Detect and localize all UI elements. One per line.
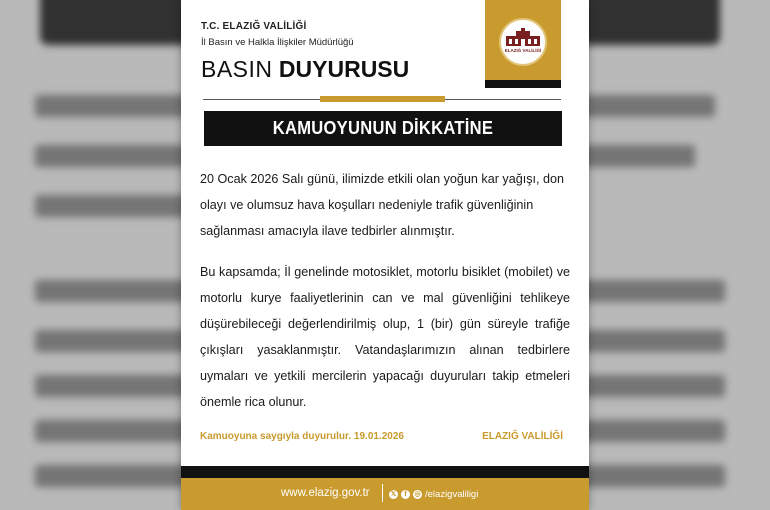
logo-text: ELAZIĞ VALİLİĞİ <box>504 48 542 53</box>
org-name: T.C. ELAZIĞ VALİLİĞİ <box>201 21 307 32</box>
instagram-icon[interactable]: ◎ <box>414 491 421 498</box>
title-light: BASIN <box>201 56 273 82</box>
signature: ELAZIĞ VALİLİĞİ <box>482 431 563 442</box>
building-icon <box>504 28 542 48</box>
title-bold: DUYURUSU <box>278 56 410 82</box>
org-department: İl Basın ve Halkla İlişkiler Müdürlüğü <box>201 37 354 48</box>
website-link[interactable]: www.elazig.gov.tr <box>281 487 370 499</box>
banner-text: KAMUOYUNUN DİKKATİNE <box>272 118 494 138</box>
footer-bar <box>181 478 589 510</box>
body-paragraph-1: 20 Ocak 2026 Salı günü, ilimizde etkili olan yoğun kar yağışı, don olayı ve olumsuz hava koşulları nedeniyle trafik güvenliğinin sağlanması amacıyla ilave tedbirler alınmıştır. <box>200 172 565 238</box>
logo-panel-bottom-stripe <box>485 80 561 88</box>
closing-note: Kamuoyuna saygıyla duyurulur. 19.01.2026 <box>200 431 404 442</box>
facebook-icon[interactable]: f <box>401 490 410 499</box>
social-handle[interactable]: /elazigvaliligi <box>425 489 479 500</box>
footer-black-stripe <box>181 466 589 478</box>
body-paragraph-2: Bu kapsamda; İl genelinde motosiklet, motorlu bisiklet (mobilet) ve motorlu kurye faaliyetlerinin can ve mal güvenliğini tehlikeye düşürebileceği değerlendirilmiş olup, 1 (bir) gün süreyle trafiğe çıkışları yasaklanmıştır. Vatandaşlarımızın alınan tedbirlere uymaları ve yetkili mercilerin yapacağı duyuruları takip etmeleri önemle rica olunur. <box>200 265 570 409</box>
press-release-card <box>181 0 589 510</box>
x-icon[interactable]: 𝕏 <box>390 491 397 498</box>
attention-banner <box>204 111 562 146</box>
footer-separator <box>382 484 383 502</box>
header-divider-accent <box>320 96 445 102</box>
page-title <box>201 56 409 83</box>
governorship-logo <box>499 18 547 66</box>
